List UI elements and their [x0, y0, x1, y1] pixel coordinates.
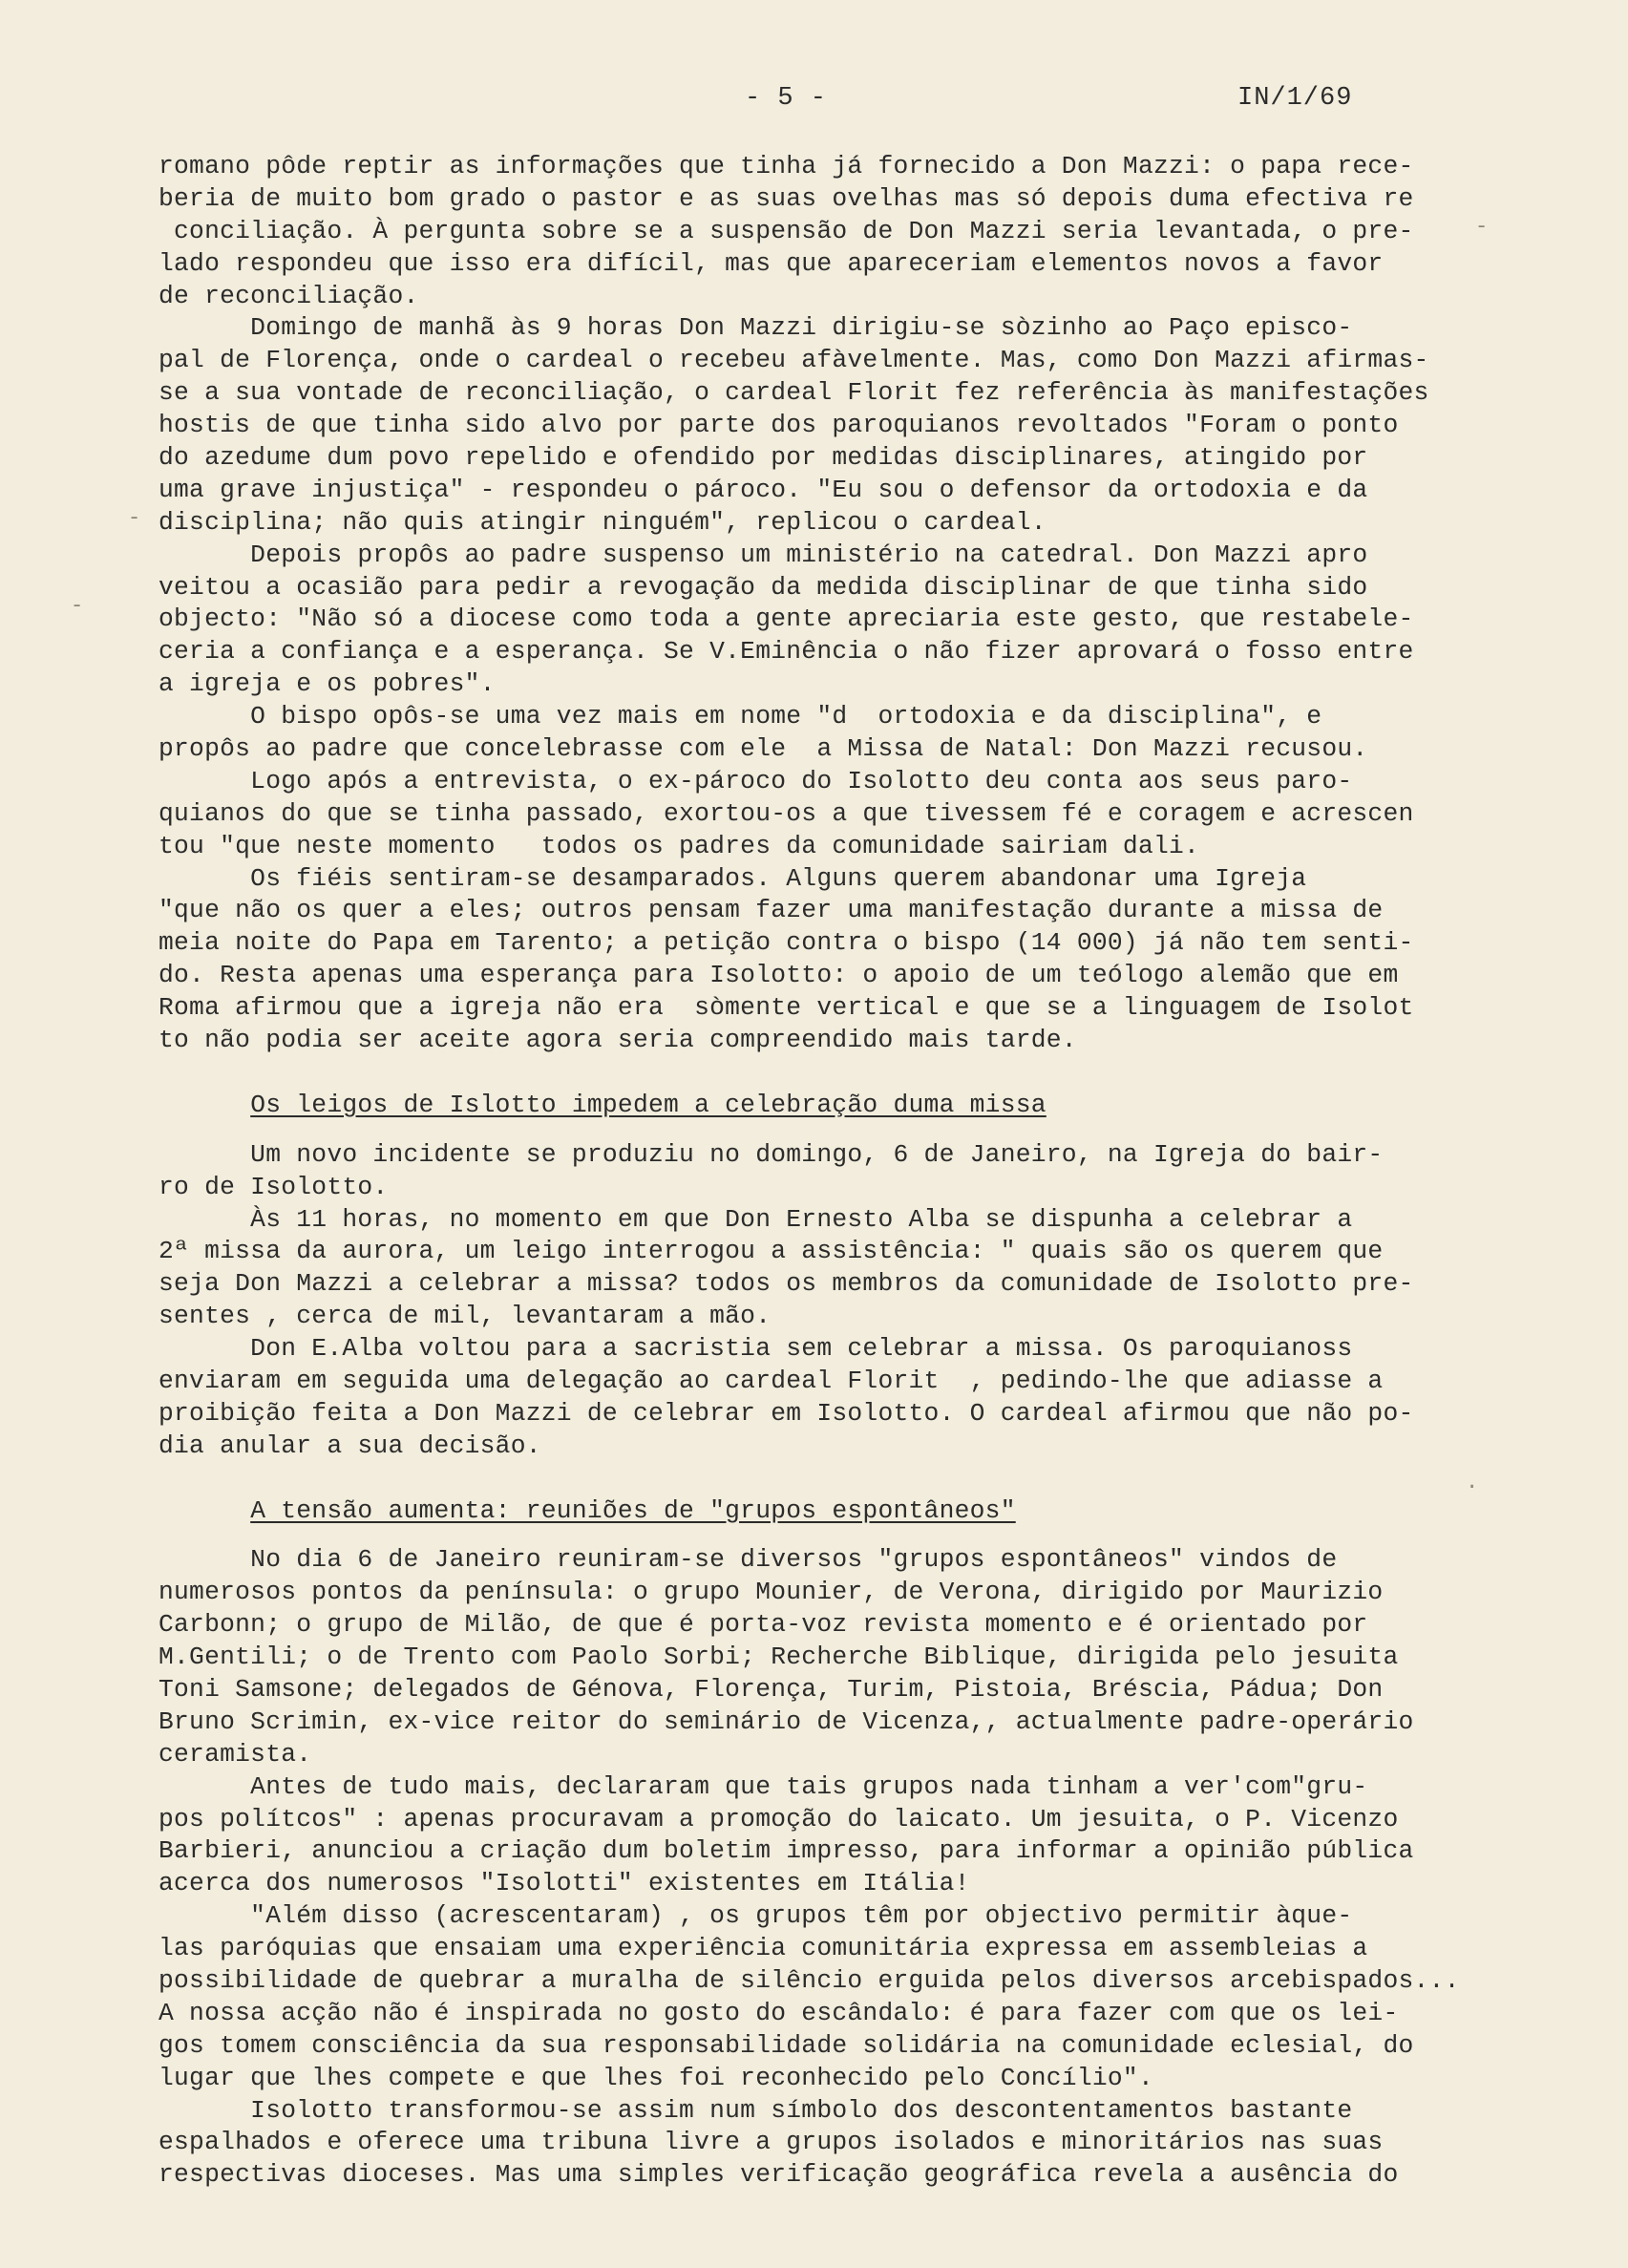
- text-line: hostis de que tinha sido alvo por parte dos paroquianos revoltados "Foram o ponto: [159, 411, 1399, 440]
- margin-mark: -: [71, 594, 84, 618]
- paragraph-5: [159, 766, 1491, 863]
- text-line: lado respondeu que isso era difícil, mas que apareceriam elementos novos a favor: [159, 248, 1384, 278]
- text-line: disciplina; não quis atingir ninguém", replicou o cardeal.: [159, 507, 1047, 537]
- document-body: [159, 151, 1491, 2192]
- text-line: numerosos pontos da península: o grupo Mounier, de Verona, dirigido por Maurizio: [159, 1578, 1384, 1607]
- text-line: quianos do que se tinha passado, exortou-os a que tivessem fé e coragem e acrescen: [159, 798, 1414, 828]
- paragraph-1: [159, 151, 1491, 312]
- text-line: Carbonn; o grupo de Milão, de que é porta-voz revista momento e é orientado por: [159, 1610, 1368, 1640]
- text-line: pal de Florença, onde o cardeal o recebeu afàvelmente. Mas, como Don Mazzi afirmas-: [159, 346, 1429, 375]
- text-line: Um novo incidente se produziu no domingo, 6 de Janeiro, na Igreja do bair-: [159, 1139, 1384, 1169]
- section-heading-text: A tensão aumenta: reuniões de "grupos espontâneos": [250, 1495, 1016, 1525]
- text-line: objecto: "Não só a diocese como toda a gente apreciaria este gesto, que restabele-: [159, 604, 1414, 634]
- section-heading-text: Os leigos de Islotto impedem a celebração duma missa: [250, 1090, 1047, 1119]
- paragraph-6: [159, 863, 1491, 1057]
- text-line: M.Gentili; o de Trento com Paolo Sorbi; Recherche Biblique, dirigida pelo jesuita: [159, 1643, 1399, 1672]
- text-line: se a sua vontade de reconciliação, o cardeal Florit fez referência às manifestações: [159, 378, 1429, 408]
- text-line: possibilidade de quebrar a muralha de silêncio erguida pelos diversos arcebispados...: [159, 1965, 1460, 1995]
- paragraph-2: [159, 312, 1491, 539]
- text-line: lugar que lhes compete e que lhes foi reconhecido pelo Concílio".: [159, 2063, 1153, 2092]
- text-line: do. Resta apenas uma esperança para Isolotto: o apoio de um teólogo alemão que em: [159, 961, 1399, 990]
- text-line: sentes , cerca de mil, levantaram a mão.: [159, 1302, 772, 1331]
- text-line: uma grave injustiça" - respondeu o pároco. "Eu sou o defensor da ortodoxia e da: [159, 475, 1368, 504]
- text-line: tou "que neste momento todos os padres da comunidade sairiam dali.: [159, 831, 1200, 860]
- text-line: ro de Isolotto.: [159, 1172, 389, 1201]
- section-heading: [159, 1090, 1491, 1122]
- text-line: Logo após a entrevista, o ex-pároco do Isolotto deu conta aos seus paro-: [159, 766, 1353, 795]
- text-line: veitou a ocasião para pedir a revogação da medida disciplinar de que tinha sido: [159, 572, 1368, 602]
- text-line: "Além disso (acrescentaram) , os grupos têm por objectivo permitir àque-: [159, 1901, 1353, 1931]
- text-line: respectivas dioceses. Mas uma simples verificação geográfica revela a ausência do: [159, 2160, 1399, 2190]
- text-line: acerca dos numerosos "Isolotti" existentes em Itália!: [159, 1869, 970, 1898]
- text-line: Isolotto transformou-se assim num símbolo dos descontentamentos bastante: [159, 2095, 1353, 2125]
- paragraph-7: [159, 1139, 1491, 1204]
- text-line: Domingo de manhã às 9 horas Don Mazzi dirigiu-se sòzinho ao Paço episco-: [159, 313, 1353, 343]
- text-line: Toni Samsone; delegados de Génova, Florença, Turim, Pistoia, Bréscia, Pádua; Don: [159, 1674, 1384, 1704]
- text-line: propôs ao padre que concelebrasse com ele a Missa de Natal: Don Mazzi recusou.: [159, 734, 1368, 764]
- paragraph-11: [159, 1771, 1491, 1901]
- text-line: Antes de tudo mais, declararam que tais grupos nada tinham a ver'com"gru-: [159, 1771, 1368, 1801]
- text-line: beria de muito bom grado o pastor e as suas ovelhas mas só depois duma efectiva re: [159, 183, 1414, 213]
- text-line: romano pôde reptir as informações que tinha já fornecido a Don Mazzi: o papa rece-: [159, 152, 1414, 180]
- paragraph-13: [159, 2095, 1491, 2193]
- text-line: de reconciliação.: [159, 281, 419, 310]
- text-line: espalhados e oferece uma tribuna livre a grupos isolados e minoritários nas suas: [159, 2128, 1384, 2157]
- text-line: to não podia ser aceite agora seria compreendido mais tarde.: [159, 1026, 1077, 1055]
- paragraph-4: [159, 701, 1491, 766]
- text-line: O bispo opôs-se uma vez mais em nome "d ortodoxia e da disciplina", e: [159, 702, 1322, 731]
- text-line: a igreja e os pobres".: [159, 669, 496, 699]
- text-line: dia anular a sua decisão.: [159, 1431, 541, 1460]
- document-reference: IN/1/69: [1237, 84, 1353, 113]
- text-line: enviaram em seguida uma delegação ao cardeal Florit , pedindo-lhe que adiasse a: [159, 1366, 1384, 1395]
- text-line: Don E.Alba voltou para a sacristia sem celebrar a missa. Os paroquianoss: [159, 1334, 1353, 1364]
- text-line: Roma afirmou que a igreja não era sòmente vertical e que se a linguagem de Isolot: [159, 993, 1414, 1023]
- margin-mark: -: [128, 506, 141, 530]
- text-line: ceria a confiança e a esperança. Se V.Eminência o não fizer aprovará o fosso entre: [159, 637, 1414, 667]
- paragraph-12: [159, 1900, 1491, 2094]
- text-line: conciliação. À pergunta sobre se a suspensão de Don Mazzi seria levantada, o pre-: [159, 216, 1414, 245]
- text-line: No dia 6 de Janeiro reuniram-se diversos "grupos espontâneos" vindos de: [159, 1545, 1338, 1575]
- margin-mark: .: [1466, 1471, 1479, 1494]
- paragraph-3: [159, 540, 1491, 701]
- text-line: "que não os quer a eles; outros pensam fazer uma manifestação durante a missa de: [159, 896, 1384, 925]
- text-line: meia noite do Papa em Tarento; a petição contra o bispo (14 000) já não tem senti-: [159, 928, 1414, 958]
- text-line: pos polítcos" : apenas procuravam a promoção do laicato. Um jesuita, o P. Vicenzo: [159, 1804, 1399, 1833]
- text-line: Bruno Scrimin, ex-vice reitor do seminário de Vicenza,, actualmente padre-operário: [159, 1706, 1414, 1736]
- paragraph-8: [159, 1204, 1491, 1334]
- text-line: A nossa acção não é inspirada no gosto do escândalo: é para fazer com que os lei-: [159, 1998, 1399, 2027]
- text-line: 2ª missa da aurora, um leigo interrogou a assistência: " quais são os querem que: [159, 1237, 1384, 1266]
- text-line: ceramista.: [159, 1739, 312, 1769]
- text-line: seja Don Mazzi a celebrar a missa? todos os membros da comunidade de Isolotto pre-: [159, 1269, 1414, 1299]
- paragraph-10: [159, 1544, 1491, 1770]
- text-line: las paróquias que ensaiam uma experiência comunitária expressa em assembleias a: [159, 1934, 1368, 1963]
- text-line: Barbieri, anunciou a criação dum boletim impresso, para informar a opinião pública: [159, 1836, 1414, 1866]
- margin-mark: -: [1475, 215, 1489, 239]
- paragraph-9: [159, 1333, 1491, 1463]
- text-line: proibição feita a Don Mazzi de celebrar em Isolotto. O cardeal afirmou que não po-: [159, 1398, 1414, 1428]
- page-number: - 5 -: [745, 84, 828, 113]
- text-line: gos tomem consciência da sua responsabilidade solidária na comunidade eclesial, do: [159, 2030, 1414, 2060]
- section-heading: [159, 1495, 1491, 1528]
- text-line: do azedume dum povo repelido e ofendido por medidas disciplinares, atingido por: [159, 443, 1368, 473]
- text-line: Às 11 horas, no momento em que Don Ernesto Alba se dispunha a celebrar a: [159, 1204, 1353, 1234]
- text-line: Os fiéis sentiram-se desamparados. Alguns querem abandonar uma Igreja: [159, 863, 1307, 893]
- text-line: Depois propôs ao padre suspenso um ministério na catedral. Don Mazzi apro: [159, 540, 1368, 569]
